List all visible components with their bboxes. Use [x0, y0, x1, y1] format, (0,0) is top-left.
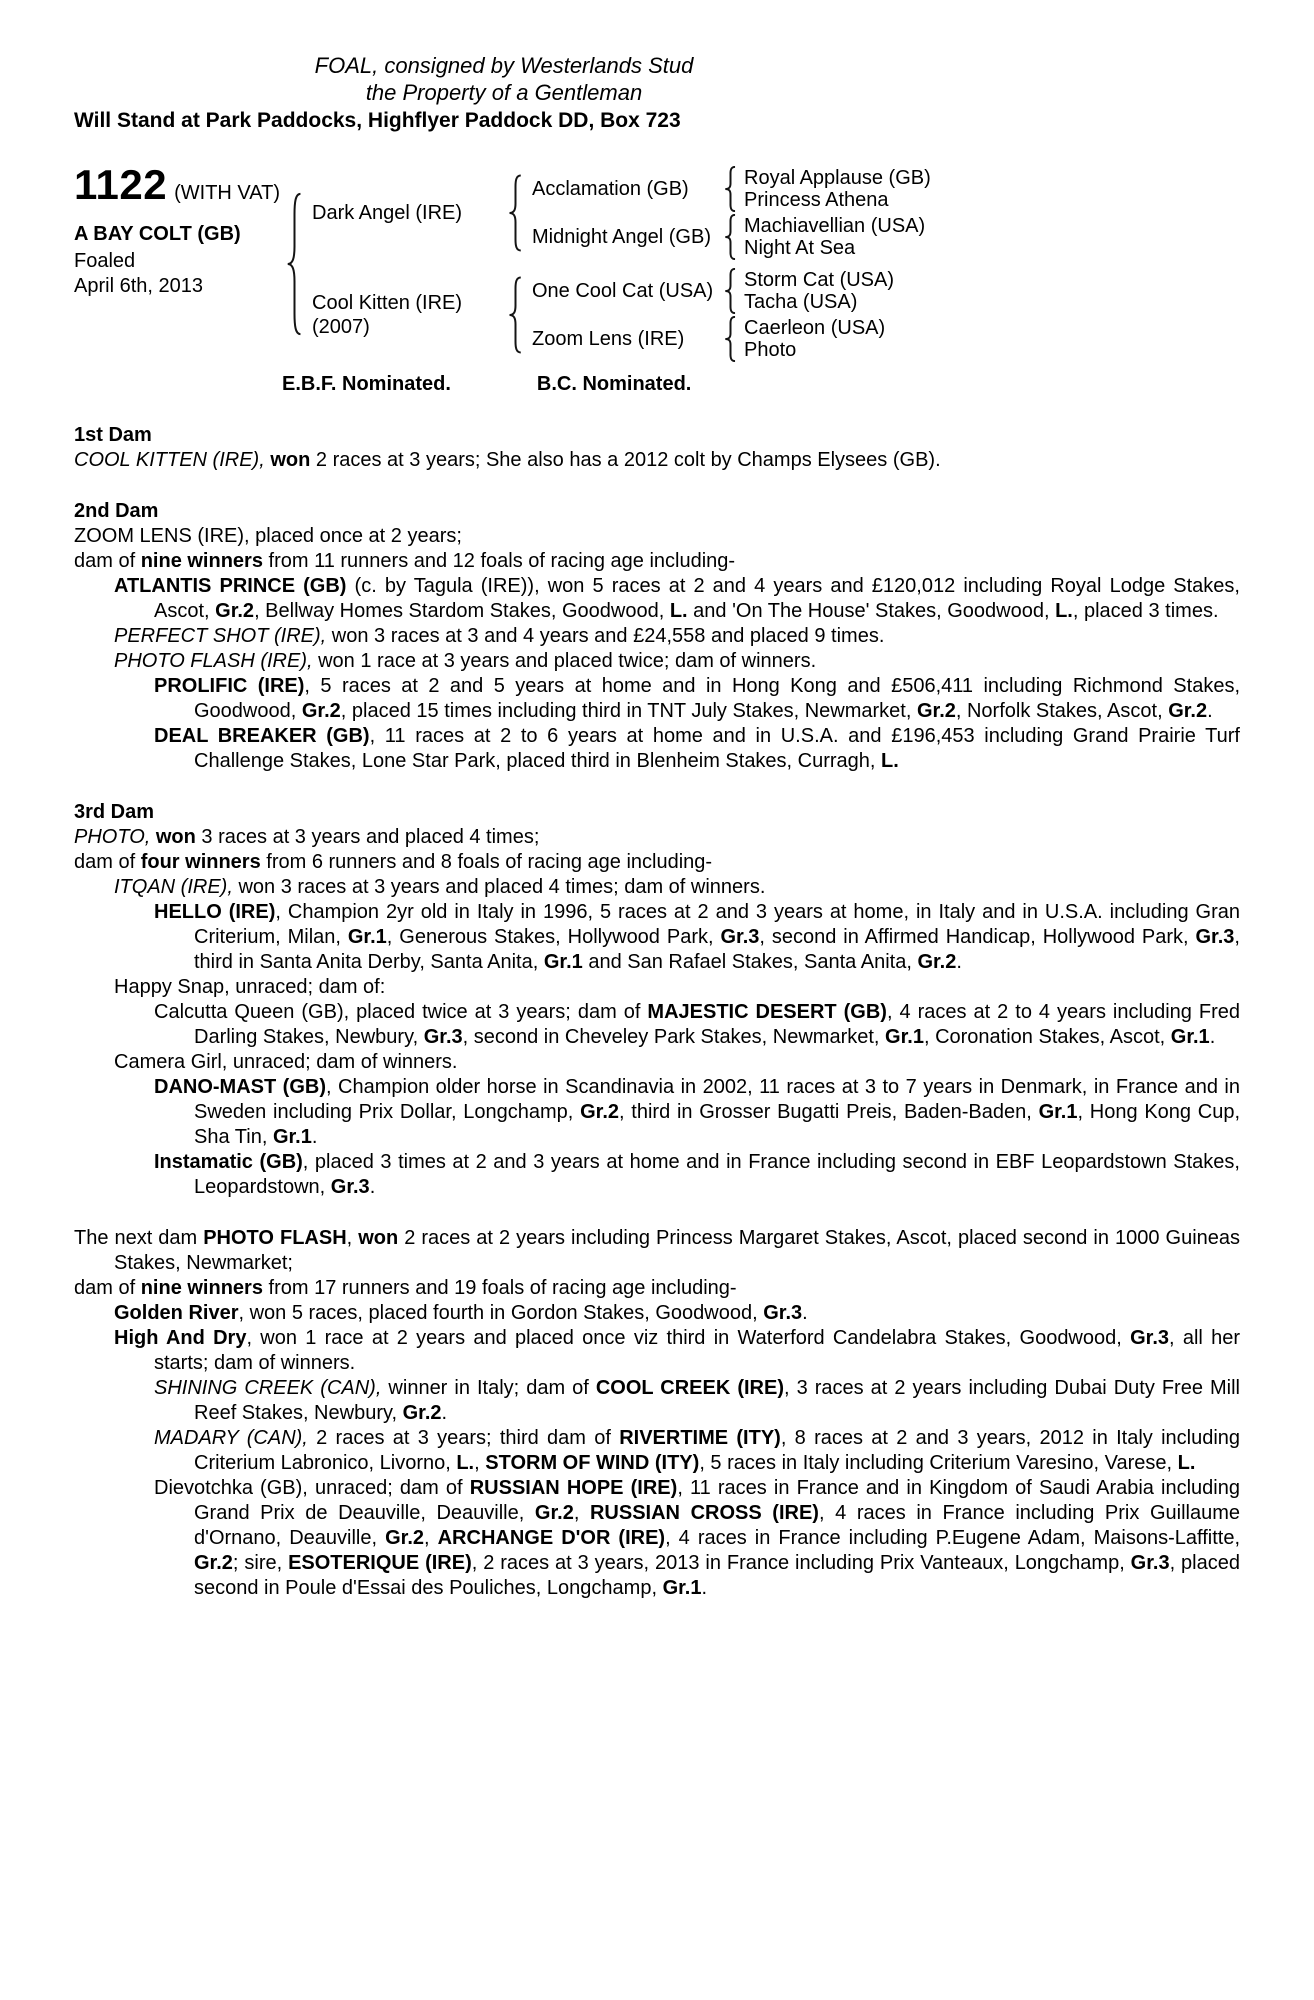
text-run: and San Rafael Stakes, Santa Anita, [582, 951, 918, 973]
text-run: Gr.3 [1130, 1327, 1169, 1349]
text-run: , all her starts; dam of winners. [154, 1327, 1241, 1374]
text-run: , second in Affirmed Handicap, Hollywood Park, [759, 926, 1196, 948]
lot-description: A BAY COLT (GB) [74, 223, 241, 245]
text-run: Dievotchka (GB), unraced; dam of [154, 1477, 470, 1499]
text-run: Gr.1 [347, 926, 387, 948]
lot-number-line [74, 161, 286, 208]
grandsire-block [523, 166, 931, 212]
text-run: 2 races at 3 years; third dam of [307, 1427, 620, 1449]
section-first-dam [74, 423, 1240, 473]
text-run: , placed second in Poule d'Essai des Pouliches, Longchamp, [194, 1552, 1240, 1599]
text-run: from 11 runners and 12 foals of racing age including- [262, 550, 736, 572]
text-run: L. [456, 1452, 475, 1474]
dam-half [303, 268, 931, 362]
pedigree-paragraph [74, 1476, 1240, 1601]
text-run: Gr.2 [534, 1502, 574, 1524]
text-run: Calcutta Queen (GB), placed twice at 3 years; dam of [154, 1001, 648, 1023]
text-run: . [441, 1402, 448, 1424]
text-run: , 4 races in France including Prix Guillaume d'Ornano, Deauville, [194, 1502, 1240, 1549]
text-run: Gr.3 [330, 1176, 370, 1198]
pedigree-paragraph [74, 1376, 1240, 1426]
text-run: Happy Snap, unraced; dam of: [114, 976, 386, 998]
text-run: , 4 races at 2 to 4 years including Fred Darling Stakes, Newbury, [194, 1001, 1240, 1048]
pedigree-brace-icon [286, 191, 303, 337]
text-run: , placed 3 times. [1072, 600, 1219, 622]
granddam-block [523, 214, 931, 260]
pedigree-paragraph [74, 724, 1240, 774]
pedigree-brace-icon [724, 166, 737, 212]
great-grandparents [737, 215, 925, 259]
text-run: ZOOM LENS (IRE), placed once at 2 years; [74, 525, 462, 547]
text-run: 3 races at 3 years and placed 4 times; [195, 826, 540, 848]
pedigree-paragraph [74, 674, 1240, 724]
text-run: from 17 runners and 19 foals of racing age including- [262, 1277, 737, 1299]
text-run: , [346, 1227, 359, 1249]
great-grandparents [737, 317, 885, 361]
text-run: Gr.3 [1130, 1552, 1170, 1574]
text-run: . [956, 951, 962, 973]
text-run: , placed 15 times including third in TNT July Stakes, Newmarket, [340, 700, 917, 722]
lot-number: 1122 [74, 161, 168, 208]
text-run: Gr.2 [916, 700, 956, 722]
text-run: won 3 races at 3 years and placed 4 times; dam of winners. [232, 876, 766, 898]
granddam-block [523, 316, 894, 362]
text-run: RUSSIAN HOPE (IRE) [469, 1477, 678, 1499]
text-run: PHOTO FLASH [203, 1227, 347, 1249]
text-run: 2 races at 2 years including Princess Margaret Stakes, Ascot, placed second in 1000 Guineas Stakes, Newmarket; [114, 1227, 1241, 1274]
grandsire-name: One Cool Cat (USA) [532, 279, 714, 302]
text-run: Gr.2 [385, 1527, 425, 1549]
pedigree-paragraph [74, 624, 1240, 649]
consignor-line: FOAL, consigned by Westerlands Stud [314, 53, 694, 78]
text-run: dam of [74, 550, 141, 572]
page-header [74, 52, 934, 134]
text-run: DANO-MAST (GB) [154, 1076, 326, 1098]
pedigree-paragraph [74, 524, 1240, 549]
text-run: Gr.3 [763, 1302, 803, 1324]
text-run: PHOTO FLASH (IRE), [114, 650, 313, 672]
granddam-name: Zoom Lens (IRE) [532, 327, 685, 350]
text-run: . [369, 1176, 376, 1198]
lot-row [74, 161, 1240, 362]
dam-name-cell [303, 291, 508, 339]
text-run: RUSSIAN CROSS (IRE) [589, 1502, 819, 1524]
text-run: four winners [140, 851, 261, 873]
text-run: Gr.2 [194, 1552, 233, 1574]
text-run: (c. by Tagula (IRE)), won 5 races at 2 and 4 years and £120,012 including Royal Lodge Stakes, Ascot, [154, 575, 1240, 622]
foaled-date: April 6th, 2013 [74, 275, 203, 297]
ancestor-name: Princess Athena [744, 189, 889, 211]
text-run: nine winners [140, 1277, 263, 1299]
ebf-nominated-label: E.B.F. Nominated. [282, 373, 451, 395]
text-run: Gr.3 [720, 926, 760, 948]
text-run: , 11 races in France and in Kingdom of Saudi Arabia including Grand Prix de Deauville, Deauville, [194, 1477, 1240, 1524]
ancestor-name: Machiavellian (USA) [744, 215, 926, 237]
text-run: , won 1 race at 2 years and placed once viz third in Waterford Candelabra Stakes, Goodwood, [246, 1327, 1131, 1349]
pedigree-paragraph [74, 1075, 1240, 1150]
dam-name: Cool Kitten (IRE) [312, 292, 463, 314]
text-run: MAJESTIC DESERT (GB) [647, 1001, 887, 1023]
dam-year: (2007) [312, 316, 370, 338]
text-run: Gr.3 [1195, 926, 1235, 948]
pedigree-paragraph [74, 1000, 1240, 1050]
text-run: ITQAN (IRE), [114, 876, 233, 898]
pedigree-paragraph [74, 549, 1240, 574]
text-run: HELLO (IRE) [154, 901, 276, 923]
text-run: DEAL BREAKER (GB) [154, 725, 370, 747]
text-run: L. [1055, 600, 1073, 622]
text-run: SHINING CREEK (CAN), [154, 1377, 382, 1399]
text-run: , 4 races in France including P.Eugene Adam, Maisons-Laffitte, [665, 1527, 1240, 1549]
text-run: Gr.2 [917, 951, 957, 973]
pedigree-paragraph [74, 850, 1240, 875]
text-run: Gr.1 [543, 951, 583, 973]
text-run: . [1207, 700, 1213, 722]
text-run: from 6 runners and 8 foals of racing age including- [260, 851, 713, 873]
property-line: the Property of a Gentleman [365, 80, 643, 105]
catalogue-text [74, 423, 1240, 1601]
pedigree-paragraph [74, 975, 1240, 1000]
pedigree-paragraph [74, 1276, 1240, 1301]
section-next-dam [74, 1226, 1240, 1601]
grandsire-name: Acclamation (GB) [532, 177, 689, 200]
ancestor-name: Storm Cat (USA) [744, 269, 895, 291]
pedigree-paragraph [74, 448, 1240, 473]
text-run: , Norfolk Stakes, Ascot, [955, 700, 1169, 722]
dam-heading: 2nd Dam [74, 500, 159, 522]
great-grandparents [737, 167, 931, 211]
pedigree-paragraph [74, 875, 1240, 900]
text-run: L. [1177, 1452, 1196, 1474]
text-run: , Bellway Homes Stardom Stakes, Goodwood, [254, 600, 670, 622]
text-run: , 11 races at 2 to 6 years at home and in U.S.A. and £196,453 including Grand Prairie Turf Challenge Stakes, Lone Star Park, placed third in Blenheim Stakes, Curragh, [194, 725, 1240, 772]
pedigree-paragraph [74, 574, 1240, 624]
text-run: , Generous Stakes, Hollywood Park, [386, 926, 721, 948]
text-run: High And Dry [114, 1327, 247, 1349]
text-run: ; sire, [232, 1552, 289, 1574]
stand-location-line: Will Stand at Park Paddocks, Highflyer Paddock DD, Box 723 [74, 109, 681, 132]
text-run: PROLIFIC (IRE) [154, 675, 305, 697]
text-run: , Champion older horse in Scandinavia in 2002, 11 races at 3 to 7 years in Denmark, in France and in Sweden including Prix Dollar, Longchamp, [194, 1076, 1240, 1123]
great-grandparents [737, 269, 894, 313]
text-run: , [424, 1527, 438, 1549]
text-run: COOL CREEK (IRE) [595, 1377, 784, 1399]
text-run: nine winners [140, 550, 263, 572]
granddam-name: Midnight Angel (GB) [532, 225, 711, 248]
nominations-line [282, 372, 1240, 397]
text-run: , 5 races in Italy including Criterium Varesino, Varese, [699, 1452, 1178, 1474]
text-run: L. [881, 750, 899, 772]
text-run: Gr.1 [662, 1577, 702, 1599]
pedigree-paragraph [74, 1326, 1240, 1376]
text-run: winner in Italy; dam of [381, 1377, 596, 1399]
pedigree-paragraph [74, 1050, 1240, 1075]
text-run: ESOTERIQUE (IRE) [288, 1552, 472, 1574]
pedigree-generations [303, 166, 931, 362]
text-run: Gr.1 [272, 1126, 312, 1148]
text-run: won [358, 1227, 399, 1249]
pedigree-paragraph [74, 1226, 1240, 1276]
text-run: RIVERTIME (ITY) [619, 1427, 781, 1449]
pedigree-paragraph [74, 900, 1240, 975]
text-run: Instamatic (GB) [154, 1151, 303, 1173]
pedigree-paragraph [74, 1301, 1240, 1326]
text-run: MADARY (CAN), [154, 1427, 308, 1449]
text-run: COOL KITTEN (IRE), [74, 449, 271, 471]
ancestor-name: Tacha (USA) [744, 291, 858, 313]
foaled-label: Foaled [74, 250, 136, 272]
text-run: Gr.1 [1170, 1026, 1210, 1048]
lot-info [74, 161, 286, 362]
text-run: dam of [74, 1277, 141, 1299]
text-run: L. [669, 600, 688, 622]
text-run: , 5 races at 2 and 5 years at home and in Hong Kong and £506,411 including Richmond Stakes, Goodwood, [194, 675, 1240, 722]
ancestor-name: Photo [744, 339, 797, 361]
pedigree-paragraph [74, 1150, 1240, 1200]
sire-parents [523, 166, 931, 260]
text-run: . [1209, 1026, 1216, 1048]
text-run: Gr.1 [885, 1026, 924, 1048]
pedigree-brace-icon [508, 174, 523, 252]
text-run: . [802, 1302, 808, 1324]
text-run: 2 races at 3 years; She also has a 2012 colt by Champs Elysees (GB). [310, 449, 941, 471]
text-run: won 3 races at 3 and 4 years and £24,558 and placed 9 times. [326, 625, 885, 647]
text-run: , Champion 2yr old in Italy in 1996, 5 races at 2 and 3 years at home, in Italy and in U.S.A. including Gran Criterium, Milan, [194, 901, 1241, 948]
text-run: , 8 races at 2 and 3 years, 2012 in Italy including Criterium Labronico, Livorno, [194, 1427, 1241, 1474]
pedigree-paragraph [74, 825, 1240, 850]
sire-half [303, 166, 931, 260]
text-run: won 1 race at 3 years and placed twice; dam of winners. [312, 650, 817, 672]
bc-nominated-label: B.C. Nominated. [536, 373, 692, 395]
text-run: Camera Girl, unraced; dam of winners. [114, 1051, 458, 1073]
grandsire-block [523, 268, 894, 314]
text-run: ATLANTIS PRINCE (GB) [114, 575, 347, 597]
pedigree-table [286, 166, 931, 362]
text-run: Gr.2 [215, 600, 255, 622]
text-run: , Coronation Stakes, Ascot, [923, 1026, 1171, 1048]
text-run: won [155, 826, 196, 848]
text-run: , second in Cheveley Park Stakes, Newmarket, [462, 1026, 886, 1048]
text-run: Gr.2 [301, 700, 341, 722]
text-run: PHOTO, [74, 826, 151, 848]
text-run: and 'On The House' Stakes, Goodwood, [687, 600, 1056, 622]
text-run: Gr.2 [1168, 700, 1208, 722]
pedigree-paragraph [74, 649, 1240, 674]
text-run: , third in Grosser Bugatti Preis, Baden-Baden, [619, 1101, 1039, 1123]
section-second-dam [74, 499, 1240, 774]
sire-name: Dark Angel (IRE) [312, 202, 463, 224]
text-run: Gr.2 [402, 1402, 442, 1424]
text-run: , won 5 races, placed fourth in Gordon Stakes, Goodwood, [238, 1302, 764, 1324]
text-run: won [270, 449, 311, 471]
text-run: PERFECT SHOT (IRE), [114, 625, 327, 647]
text-run: . [311, 1126, 318, 1148]
ancestor-name: Night At Sea [744, 237, 856, 259]
dam-heading: 1st Dam [74, 424, 152, 446]
text-run: , third in Santa Anita Derby, Santa Anita, [194, 926, 1240, 973]
ancestor-name: Caerleon (USA) [744, 317, 886, 339]
text-run: . [701, 1577, 708, 1599]
text-run: , [474, 1452, 486, 1474]
pedigree-brace-icon [724, 316, 737, 362]
text-run: Gr.3 [423, 1026, 463, 1048]
text-run: , [573, 1502, 590, 1524]
pedigree-brace-icon [508, 276, 523, 354]
pedigree-brace-icon [724, 268, 737, 314]
vat-note: (WITH VAT) [174, 182, 281, 204]
pedigree-paragraph [74, 1426, 1240, 1476]
text-run: , Hong Kong Cup, Sha Tin, [194, 1101, 1241, 1148]
text-run: Gr.1 [1038, 1101, 1078, 1123]
ancestor-name: Royal Applause (GB) [744, 167, 931, 189]
dam-parents [523, 268, 894, 362]
text-run: Gr.2 [580, 1101, 620, 1123]
dam-heading: 3rd Dam [74, 801, 155, 823]
text-run: dam of [74, 851, 141, 873]
text-run: Golden River [114, 1302, 239, 1324]
text-run: , 2 races at 3 years, 2013 in France including Prix Vanteaux, Longchamp, [471, 1552, 1131, 1574]
text-run: STORM OF WIND (ITY) [485, 1452, 700, 1474]
text-run: ARCHANGE D'OR (IRE) [437, 1527, 666, 1549]
text-run: , 3 races at 2 years including Dubai Duty Free Mill Reef Stakes, Newbury, [194, 1377, 1240, 1424]
text-run: , placed 3 times at 2 and 3 years at home and in France including second in EBF Leopardstown Stakes, Leopardstown, [194, 1151, 1240, 1198]
pedigree-brace-icon [724, 214, 737, 260]
text-run: The next dam [74, 1227, 204, 1249]
section-third-dam [74, 800, 1240, 1200]
